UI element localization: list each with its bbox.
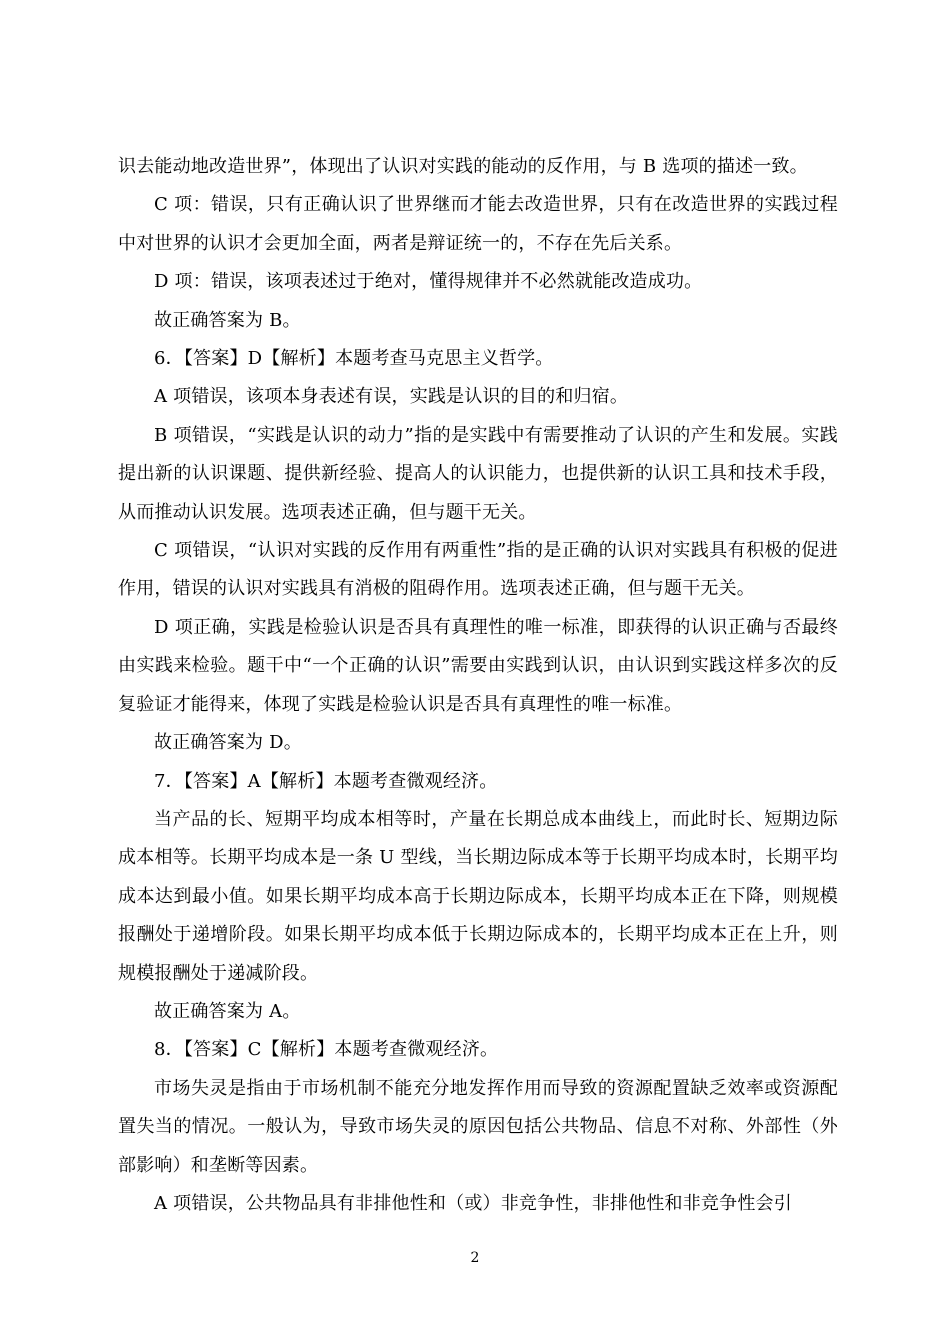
document-body bbox=[118, 148, 838, 1223]
question-8-heading: 8．【答案】C【解析】本题考查微观经济。 bbox=[154, 1039, 499, 1061]
page-number: 2 bbox=[470, 1250, 480, 1266]
paragraph-2: C 项：错误，只有正确认识了世界继而才能去改造世界，只有在改造世界的实践过程中对世界的认识才会更加全面，两者是辩证统一的，不存在先后关系。 bbox=[118, 194, 838, 254]
question-7-heading: 7．【答案】A【解析】本题考查微观经济。 bbox=[154, 770, 498, 792]
paragraph-3: D 项：错误，该项表述过于绝对，懂得规律并不必然就能改造成功。 bbox=[154, 271, 703, 293]
paragraph-16: A 项错误，公共物品具有非排他性和（或）非竞争性，非排他性和非竞争性会引 bbox=[154, 1192, 792, 1214]
paragraph-1: 识去能动地改造世界”，体现出了认识对实践的能动的反作用，与 B 选项的描述一致。 bbox=[118, 156, 808, 177]
question-6-heading: 6．【答案】D【解析】本题考查马克思主义哲学。 bbox=[154, 348, 554, 370]
paragraph-8: C 项错误，“认识对实践的反作用有两重性”指的是正确的认识对实践具有积极的促进作用，错误的认识对实践具有消极的阻碍作用。选项表述正确，但与题干无关。 bbox=[118, 540, 838, 600]
paragraph-6: A 项错误，该项本身表述有误，实践是认识的目的和归宿。 bbox=[154, 386, 629, 408]
paragraph-9: D 项正确，实践是检验认识是否具有真理性的唯一标准，即获得的认识正确与否最终由实践来检验。题干中“一个正确的认识”需要由实践到认识，由认识到实践这样多次的反复验证才能得来，体现了实践是检验认识是否具有真理性的唯一标准。 bbox=[118, 616, 838, 715]
paragraph-13: 故正确答案为 A。 bbox=[154, 1000, 301, 1022]
paragraph-12: 当产品的长、短期平均成本相等时，产量在长期总成本曲线上，而此时长、短期边际成本相等。长期平均成本是一条 U 型线，当长期边际成本等于长期平均成本时，长期平均成本达到最小值。如果长期平均成本高于长期边际成本，长期平均成本正在下降，则规模报酬处于递增阶段。如果长期平均成本低于长期边际成本的，长期平均成本正在上升，则规模报酬处于递减阶段。 bbox=[118, 808, 838, 984]
paragraph-4: 故正确答案为 B。 bbox=[154, 309, 301, 331]
paragraph-7: B 项错误，“实践是认识的动力”指的是实践中有需要推动了认识的产生和发展。实践提出新的认识课题、提供新经验、提高人的认识能力，也提供新的认识工具和技术手段，从而推动认识发展。选项表述正确，但与题干无关。 bbox=[118, 424, 838, 523]
paragraph-10: 故正确答案为 D。 bbox=[154, 732, 302, 754]
paragraph-15: 市场失灵是指由于市场机制不能充分地发挥作用而导致的资源配置缺乏效率或资源配置失当的情况。一般认为，导致市场失灵的原因包括公共物品、信息不对称、外部性（外部影响）和垄断等因素。 bbox=[118, 1077, 838, 1176]
